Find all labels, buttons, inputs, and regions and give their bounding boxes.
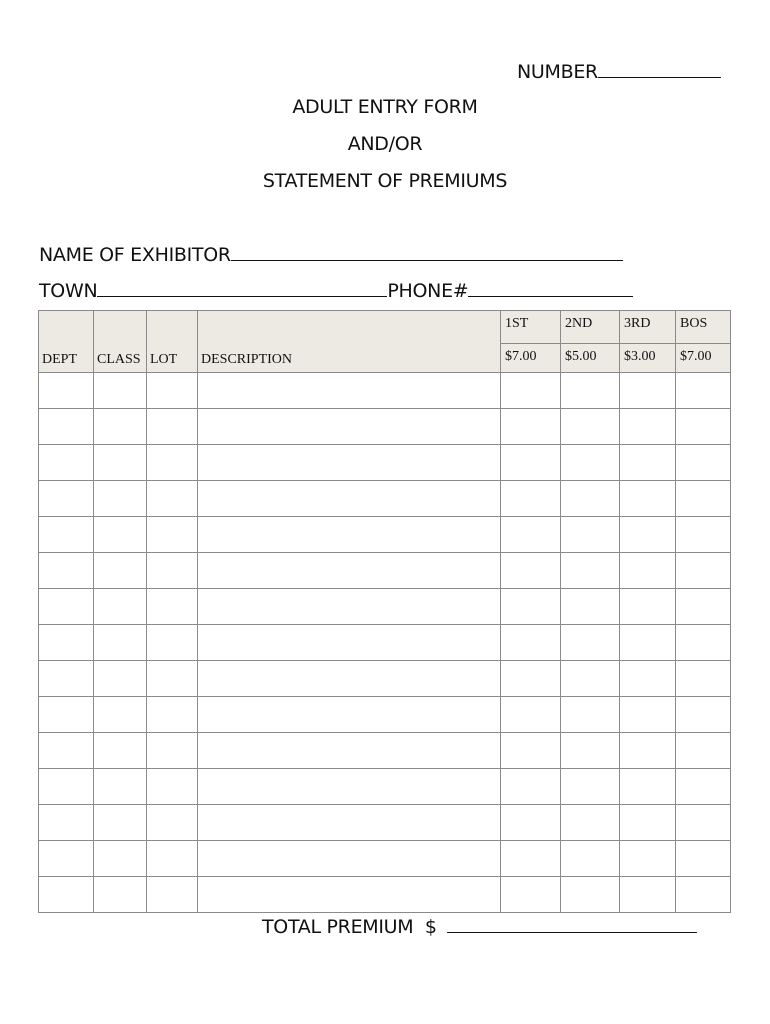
total-premium-field[interactable] <box>262 915 697 938</box>
cell-first[interactable] <box>501 769 561 805</box>
cell-dept[interactable] <box>39 517 94 553</box>
header-premium-amount: $5.00 <box>561 344 620 373</box>
header-premium-place: BOS <box>676 311 731 344</box>
cell-second[interactable] <box>561 409 620 445</box>
cell-first[interactable] <box>501 589 561 625</box>
cell-first[interactable] <box>501 409 561 445</box>
cell-description[interactable] <box>198 625 501 661</box>
cell-first[interactable] <box>501 877 561 913</box>
cell-bos[interactable] <box>676 553 731 589</box>
cell-second[interactable] <box>561 445 620 481</box>
cell-first[interactable] <box>501 841 561 877</box>
cell-bos[interactable] <box>676 625 731 661</box>
cell-class[interactable] <box>94 733 147 769</box>
cell-third[interactable] <box>620 517 676 553</box>
cell-lot[interactable] <box>147 661 198 697</box>
cell-dept[interactable] <box>39 877 94 913</box>
cell-third[interactable] <box>620 409 676 445</box>
cell-description[interactable] <box>198 805 501 841</box>
table-row <box>39 661 731 697</box>
cell-class[interactable] <box>94 697 147 733</box>
cell-class[interactable] <box>94 409 147 445</box>
table-row <box>39 841 731 877</box>
form-title: ADULT ENTRY FORM <box>292 96 478 118</box>
exhibitor-field[interactable] <box>39 243 623 266</box>
cell-bos[interactable] <box>676 373 731 409</box>
cell-dept[interactable] <box>39 445 94 481</box>
cell-dept[interactable] <box>39 481 94 517</box>
cell-description[interactable] <box>198 697 501 733</box>
table-row <box>39 625 731 661</box>
cell-third[interactable] <box>620 373 676 409</box>
header-premium-amount: $7.00 <box>676 344 731 373</box>
cell-second[interactable] <box>561 805 620 841</box>
cell-lot[interactable] <box>147 805 198 841</box>
cell-lot[interactable] <box>147 769 198 805</box>
table-header <box>39 311 731 373</box>
header-class: CLASS <box>94 311 147 373</box>
table-row <box>39 517 731 553</box>
cell-third[interactable] <box>620 625 676 661</box>
cell-dept[interactable] <box>39 625 94 661</box>
cell-first[interactable] <box>501 733 561 769</box>
cell-description[interactable] <box>198 553 501 589</box>
cell-first[interactable] <box>501 661 561 697</box>
cell-third[interactable] <box>620 481 676 517</box>
table-row <box>39 445 731 481</box>
cell-third[interactable] <box>620 805 676 841</box>
cell-class[interactable] <box>94 445 147 481</box>
cell-third[interactable] <box>620 841 676 877</box>
table-row <box>39 733 731 769</box>
cell-description[interactable] <box>198 373 501 409</box>
cell-second[interactable] <box>561 841 620 877</box>
cell-lot[interactable] <box>147 517 198 553</box>
cell-description[interactable] <box>198 877 501 913</box>
cell-third[interactable] <box>620 733 676 769</box>
cell-class[interactable] <box>94 589 147 625</box>
number-blank[interactable] <box>598 60 721 78</box>
cell-dept[interactable] <box>39 769 94 805</box>
cell-description[interactable] <box>198 733 501 769</box>
header-dept: DEPT <box>39 311 94 373</box>
cell-bos[interactable] <box>676 769 731 805</box>
cell-class[interactable] <box>94 805 147 841</box>
town-blank[interactable] <box>97 279 387 297</box>
phone-label: PHONE# <box>387 280 469 302</box>
header-description: DESCRIPTION <box>198 311 501 373</box>
cell-second[interactable] <box>561 661 620 697</box>
cell-description[interactable] <box>198 517 501 553</box>
cell-first[interactable] <box>501 373 561 409</box>
cell-bos[interactable] <box>676 517 731 553</box>
cell-lot[interactable] <box>147 733 198 769</box>
cell-second[interactable] <box>561 517 620 553</box>
cell-bos[interactable] <box>676 445 731 481</box>
cell-dept[interactable] <box>39 409 94 445</box>
table-row <box>39 697 731 733</box>
cell-bos[interactable] <box>676 589 731 625</box>
cell-dept[interactable] <box>39 697 94 733</box>
table-row <box>39 769 731 805</box>
cell-second[interactable] <box>561 769 620 805</box>
table-row <box>39 877 731 913</box>
table-body <box>39 373 731 913</box>
cell-class[interactable] <box>94 553 147 589</box>
cell-description[interactable] <box>198 481 501 517</box>
cell-first[interactable] <box>501 445 561 481</box>
cell-bos[interactable] <box>676 661 731 697</box>
cell-lot[interactable] <box>147 697 198 733</box>
cell-second[interactable] <box>561 373 620 409</box>
header-premium-place: 2ND <box>561 311 620 344</box>
cell-first[interactable] <box>501 553 561 589</box>
cell-class[interactable] <box>94 769 147 805</box>
cell-bos[interactable] <box>676 841 731 877</box>
cell-first[interactable] <box>501 625 561 661</box>
header-premium-place: 1ST <box>501 311 561 344</box>
cell-lot[interactable] <box>147 373 198 409</box>
cell-lot[interactable] <box>147 553 198 589</box>
cell-third[interactable] <box>620 445 676 481</box>
phone-blank[interactable] <box>468 279 633 297</box>
header-lot: LOT <box>147 311 198 373</box>
cell-class[interactable] <box>94 661 147 697</box>
cell-third[interactable] <box>620 769 676 805</box>
cell-lot[interactable] <box>147 481 198 517</box>
cell-bos[interactable] <box>676 481 731 517</box>
cell-bos[interactable] <box>676 409 731 445</box>
town-phone-field[interactable] <box>39 279 633 302</box>
total-premium-label: TOTAL PREMIUM $ <box>262 916 437 938</box>
cell-description[interactable] <box>198 661 501 697</box>
cell-third[interactable] <box>620 553 676 589</box>
table-row <box>39 805 731 841</box>
cell-second[interactable] <box>561 589 620 625</box>
cell-dept[interactable] <box>39 373 94 409</box>
cell-second[interactable] <box>561 553 620 589</box>
table-row <box>39 373 731 409</box>
form-subtitle: STATEMENT OF PREMIUMS <box>262 170 508 192</box>
cell-lot[interactable] <box>147 589 198 625</box>
cell-lot[interactable] <box>147 625 198 661</box>
cell-first[interactable] <box>501 805 561 841</box>
cell-dept[interactable] <box>39 841 94 877</box>
cell-dept[interactable] <box>39 733 94 769</box>
cell-dept[interactable] <box>39 805 94 841</box>
cell-lot[interactable] <box>147 877 198 913</box>
table-row <box>39 589 731 625</box>
cell-lot[interactable] <box>147 409 198 445</box>
cell-dept[interactable] <box>39 661 94 697</box>
cell-third[interactable] <box>620 697 676 733</box>
cell-bos[interactable] <box>676 697 731 733</box>
cell-lot[interactable] <box>147 841 198 877</box>
town-label: TOWN <box>39 280 98 302</box>
exhibitor-label: NAME OF EXHIBITOR <box>39 244 231 266</box>
number-label: NUMBER <box>517 61 598 83</box>
table-row <box>39 553 731 589</box>
table-row <box>39 409 731 445</box>
cell-class[interactable] <box>94 625 147 661</box>
cell-description[interactable] <box>198 445 501 481</box>
cell-class[interactable] <box>94 517 147 553</box>
cell-first[interactable] <box>501 517 561 553</box>
exhibitor-blank[interactable] <box>231 243 623 261</box>
number-field[interactable] <box>517 60 721 83</box>
cell-first[interactable] <box>501 481 561 517</box>
form-conjunction: AND/OR <box>347 133 423 155</box>
cell-class[interactable] <box>94 481 147 517</box>
cell-first[interactable] <box>501 697 561 733</box>
cell-dept[interactable] <box>39 589 94 625</box>
cell-bos[interactable] <box>676 877 731 913</box>
cell-class[interactable] <box>94 841 147 877</box>
cell-description[interactable] <box>198 769 501 805</box>
cell-third[interactable] <box>620 877 676 913</box>
cell-description[interactable] <box>198 409 501 445</box>
cell-dept[interactable] <box>39 553 94 589</box>
entry-table <box>38 310 731 913</box>
header-premium-amount: $3.00 <box>620 344 676 373</box>
header-premium-place: 3RD <box>620 311 676 344</box>
cell-class[interactable] <box>94 877 147 913</box>
cell-third[interactable] <box>620 589 676 625</box>
cell-description[interactable] <box>198 589 501 625</box>
cell-bos[interactable] <box>676 805 731 841</box>
cell-second[interactable] <box>561 697 620 733</box>
cell-second[interactable] <box>561 733 620 769</box>
total-premium-blank[interactable] <box>447 915 697 933</box>
cell-second[interactable] <box>561 481 620 517</box>
cell-second[interactable] <box>561 877 620 913</box>
cell-bos[interactable] <box>676 733 731 769</box>
cell-second[interactable] <box>561 625 620 661</box>
cell-lot[interactable] <box>147 445 198 481</box>
header-premium-amount: $7.00 <box>501 344 561 373</box>
cell-class[interactable] <box>94 373 147 409</box>
cell-third[interactable] <box>620 661 676 697</box>
table-row <box>39 481 731 517</box>
cell-description[interactable] <box>198 841 501 877</box>
